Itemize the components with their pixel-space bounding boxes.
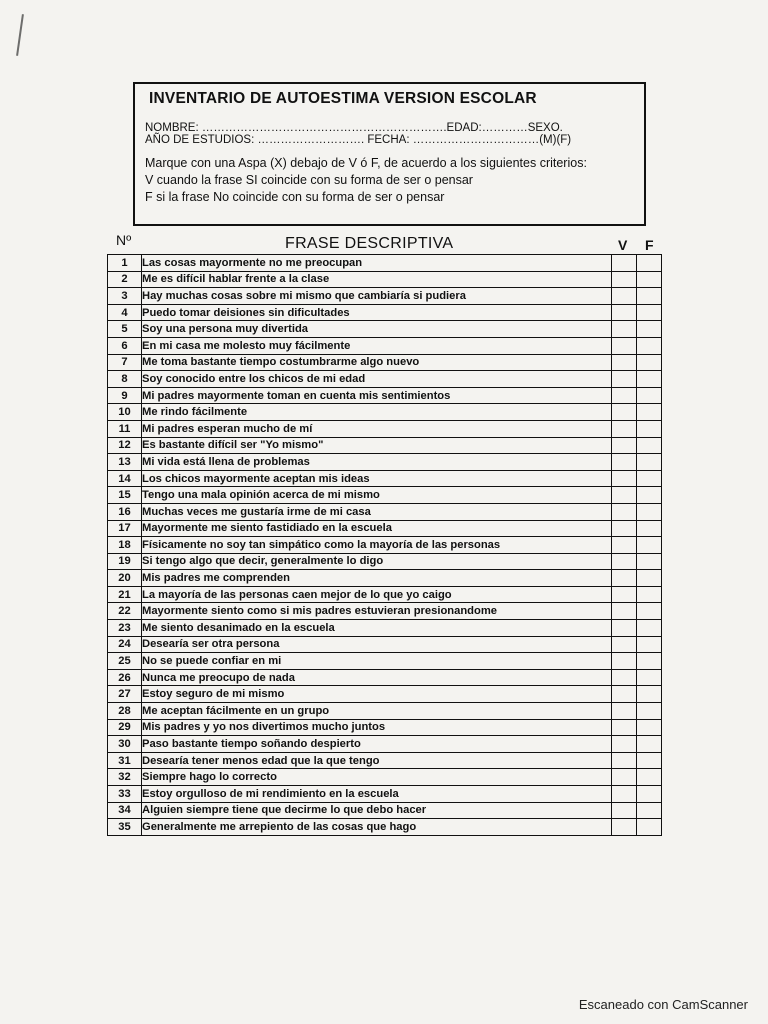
row-number: 10 (108, 404, 142, 421)
row-phrase: Mi padres esperan mucho de mí (142, 420, 612, 437)
row-number: 2 (108, 271, 142, 288)
row-phrase: Muchas veces me gustaría irme de mi casa (142, 503, 612, 520)
row-phrase: Los chicos mayormente aceptan mis ideas (142, 470, 612, 487)
table-row (108, 470, 662, 487)
row-phrase: No se puede confiar en mi (142, 653, 612, 670)
row-number: 23 (108, 620, 142, 637)
row-phrase: Las cosas mayormente no me preocupan (142, 255, 612, 272)
form-header (133, 82, 646, 226)
row-number: 11 (108, 420, 142, 437)
f-checkbox-cell[interactable] (637, 371, 662, 388)
v-checkbox-cell[interactable] (612, 255, 637, 272)
table-row (108, 752, 662, 769)
row-phrase: Mi vida está llena de problemas (142, 454, 612, 471)
table-row (108, 736, 662, 753)
v-checkbox-cell[interactable] (612, 288, 637, 305)
v-checkbox-cell[interactable] (612, 786, 637, 803)
row-phrase: Me es difícil hablar frente a la clase (142, 271, 612, 288)
row-number: 5 (108, 321, 142, 338)
table-row (108, 719, 662, 736)
row-phrase: Tengo una mala opinión acerca de mi mismo (142, 487, 612, 504)
row-phrase: Soy conocido entre los chicos de mi edad (142, 371, 612, 388)
row-phrase: Puedo tomar deisiones sin dificultades (142, 304, 612, 321)
v-checkbox-cell[interactable] (612, 736, 637, 753)
v-checkbox-cell[interactable] (612, 387, 637, 404)
table-row (108, 669, 662, 686)
row-number: 3 (108, 288, 142, 305)
v-checkbox-cell[interactable] (612, 487, 637, 504)
scanner-watermark: Escaneado con CamScanner (578, 997, 748, 1012)
table-row (108, 686, 662, 703)
row-number: 17 (108, 520, 142, 537)
form-title: INVENTARIO DE AUTOESTIMA VERSION ESCOLAR (149, 90, 537, 107)
v-checkbox-cell[interactable] (612, 703, 637, 720)
v-checkbox-cell[interactable] (612, 437, 637, 454)
table-row (108, 586, 662, 603)
row-number: 14 (108, 470, 142, 487)
row-phrase: La mayoría de las personas caen mejor de lo que yo caigo (142, 586, 612, 603)
f-checkbox-cell[interactable] (637, 437, 662, 454)
v-checkbox-cell[interactable] (612, 304, 637, 321)
table-row (108, 454, 662, 471)
table-row (108, 786, 662, 803)
row-number: 32 (108, 769, 142, 786)
v-checkbox-cell[interactable] (612, 503, 637, 520)
table-row (108, 520, 662, 537)
column-f: F (645, 237, 654, 253)
row-number: 9 (108, 387, 142, 404)
f-checkbox-cell[interactable] (637, 255, 662, 272)
v-checkbox-cell[interactable] (612, 271, 637, 288)
row-number: 13 (108, 454, 142, 471)
name-age-sex-line: NOMBRE: ……………………………………………………….EDAD:…………SEXO. (145, 122, 563, 134)
column-v: V (618, 237, 628, 253)
table-row (108, 420, 662, 437)
v-checkbox-cell[interactable] (612, 819, 637, 836)
row-number: 16 (108, 503, 142, 520)
f-checkbox-cell[interactable] (637, 653, 662, 670)
row-phrase: Si tengo algo que decir, generalmente lo digo (142, 553, 612, 570)
f-checkbox-cell[interactable] (637, 769, 662, 786)
table-row (108, 703, 662, 720)
row-number: 28 (108, 703, 142, 720)
row-phrase: Mi padres mayormente toman en cuenta mis sentimientos (142, 387, 612, 404)
table-row (108, 570, 662, 587)
table-row (108, 819, 662, 836)
f-checkbox-cell[interactable] (637, 802, 662, 819)
f-checkbox-cell[interactable] (637, 553, 662, 570)
v-checkbox-cell[interactable] (612, 802, 637, 819)
f-checkbox-cell[interactable] (637, 620, 662, 637)
instructions (145, 155, 636, 206)
table-row (108, 620, 662, 637)
v-checkbox-cell[interactable] (612, 719, 637, 736)
row-number: 18 (108, 537, 142, 554)
row-number: 21 (108, 586, 142, 603)
table-row (108, 769, 662, 786)
criterion-f: F si la frase No coincide con su forma de ser o pensar (145, 190, 445, 204)
v-checkbox-cell[interactable] (612, 470, 637, 487)
table-row (108, 371, 662, 388)
row-number: 33 (108, 786, 142, 803)
f-checkbox-cell[interactable] (637, 570, 662, 587)
row-phrase: Siempre hago lo correcto (142, 769, 612, 786)
row-phrase: Alguien siempre tiene que decirme lo que debo hacer (142, 802, 612, 819)
inventory-table (107, 254, 662, 836)
f-checkbox-cell[interactable] (637, 470, 662, 487)
row-number: 20 (108, 570, 142, 587)
row-number: 31 (108, 752, 142, 769)
table-row (108, 603, 662, 620)
row-phrase: Me toma bastante tiempo costumbrarme algo nuevo (142, 354, 612, 371)
v-checkbox-cell[interactable] (612, 553, 637, 570)
f-checkbox-cell[interactable] (637, 703, 662, 720)
f-checkbox-cell[interactable] (637, 752, 662, 769)
f-checkbox-cell[interactable] (637, 337, 662, 354)
v-checkbox-cell[interactable] (612, 620, 637, 637)
table-row (108, 387, 662, 404)
row-phrase: Desearía tener menos edad que la que tengo (142, 752, 612, 769)
table-row (108, 304, 662, 321)
f-checkbox-cell[interactable] (637, 819, 662, 836)
row-phrase: Es bastante difícil ser "Yo mismo" (142, 437, 612, 454)
f-checkbox-cell[interactable] (637, 586, 662, 603)
f-checkbox-cell[interactable] (637, 537, 662, 554)
f-checkbox-cell[interactable] (637, 669, 662, 686)
v-checkbox-cell[interactable] (612, 337, 637, 354)
row-phrase: Desearía ser otra persona (142, 636, 612, 653)
table-row (108, 337, 662, 354)
row-number: 34 (108, 802, 142, 819)
row-number: 12 (108, 437, 142, 454)
table-row (108, 802, 662, 819)
f-checkbox-cell[interactable] (637, 420, 662, 437)
row-phrase: Hay muchas cosas sobre mi mismo que cambiaría si pudiera (142, 288, 612, 305)
row-phrase: Mayormente me siento fastidiado en la escuela (142, 520, 612, 537)
row-number: 19 (108, 553, 142, 570)
row-phrase: Soy una persona muy divertida (142, 321, 612, 338)
table-row (108, 354, 662, 371)
f-checkbox-cell[interactable] (637, 786, 662, 803)
row-number: 35 (108, 819, 142, 836)
f-checkbox-cell[interactable] (637, 520, 662, 537)
row-phrase: Físicamente no soy tan simpático como la mayoría de las personas (142, 537, 612, 554)
row-phrase: Estoy seguro de mi mismo (142, 686, 612, 703)
row-phrase: Mis padres y yo nos divertimos mucho juntos (142, 719, 612, 736)
v-checkbox-cell[interactable] (612, 653, 637, 670)
v-checkbox-cell[interactable] (612, 636, 637, 653)
v-checkbox-cell[interactable] (612, 686, 637, 703)
v-checkbox-cell[interactable] (612, 603, 637, 620)
row-number: 30 (108, 736, 142, 753)
f-checkbox-cell[interactable] (637, 321, 662, 338)
row-number: 25 (108, 653, 142, 670)
column-frase: FRASE DESCRIPTIVA (285, 235, 454, 252)
v-checkbox-cell[interactable] (612, 537, 637, 554)
v-checkbox-cell[interactable] (612, 354, 637, 371)
table-row (108, 321, 662, 338)
row-number: 15 (108, 487, 142, 504)
v-checkbox-cell[interactable] (612, 570, 637, 587)
table-row (108, 653, 662, 670)
f-checkbox-cell[interactable] (637, 503, 662, 520)
f-checkbox-cell[interactable] (637, 454, 662, 471)
v-checkbox-cell[interactable] (612, 669, 637, 686)
row-number: 7 (108, 354, 142, 371)
v-checkbox-cell[interactable] (612, 520, 637, 537)
f-checkbox-cell[interactable] (637, 736, 662, 753)
row-phrase: Me rindo fácilmente (142, 404, 612, 421)
row-number: 26 (108, 669, 142, 686)
table-row (108, 288, 662, 305)
row-phrase: Nunca me preocupo de nada (142, 669, 612, 686)
table-row (108, 537, 662, 554)
pen-mark (16, 14, 24, 56)
f-checkbox-cell[interactable] (637, 487, 662, 504)
v-checkbox-cell[interactable] (612, 752, 637, 769)
v-checkbox-cell[interactable] (612, 371, 637, 388)
f-checkbox-cell[interactable] (637, 719, 662, 736)
f-checkbox-cell[interactable] (637, 603, 662, 620)
criterion-v: V cuando la frase SI coincide con su forma de ser o pensar (145, 173, 473, 187)
table-row (108, 255, 662, 272)
f-checkbox-cell[interactable] (637, 271, 662, 288)
f-checkbox-cell[interactable] (637, 636, 662, 653)
v-checkbox-cell[interactable] (612, 321, 637, 338)
row-number: 1 (108, 255, 142, 272)
f-checkbox-cell[interactable] (637, 387, 662, 404)
table-row (108, 437, 662, 454)
row-number: 4 (108, 304, 142, 321)
table-row (108, 636, 662, 653)
v-checkbox-cell[interactable] (612, 454, 637, 471)
row-phrase: Estoy orgulloso de mi rendimiento en la escuela (142, 786, 612, 803)
row-number: 24 (108, 636, 142, 653)
column-number: Nº (116, 232, 132, 248)
row-number: 8 (108, 371, 142, 388)
row-number: 22 (108, 603, 142, 620)
row-phrase: Paso bastante tiempo soñando despierto (142, 736, 612, 753)
year-date-line: AÑO DE ESTUDIOS: ………………………. FECHA: ……………………………(M)(F) (145, 134, 572, 146)
f-checkbox-cell[interactable] (637, 354, 662, 371)
row-number: 27 (108, 686, 142, 703)
row-number: 6 (108, 337, 142, 354)
v-checkbox-cell[interactable] (612, 769, 637, 786)
row-phrase: Generalmente me arrepiento de las cosas que hago (142, 819, 612, 836)
table-row (108, 271, 662, 288)
row-phrase: Me aceptan fácilmente en un grupo (142, 703, 612, 720)
table-row (108, 503, 662, 520)
f-checkbox-cell[interactable] (637, 304, 662, 321)
table-row (108, 487, 662, 504)
row-number: 29 (108, 719, 142, 736)
table-row (108, 553, 662, 570)
instruction-text: Marque con una Aspa (X) debajo de V ó F, de acuerdo a los siguientes criterios: (145, 156, 587, 170)
row-phrase: Me siento desanimado en la escuela (142, 620, 612, 637)
f-checkbox-cell[interactable] (637, 288, 662, 305)
f-checkbox-cell[interactable] (637, 404, 662, 421)
row-phrase: Mayormente siento como si mis padres estuvieran presionandome (142, 603, 612, 620)
f-checkbox-cell[interactable] (637, 686, 662, 703)
row-phrase: Mis padres me comprenden (142, 570, 612, 587)
v-checkbox-cell[interactable] (612, 404, 637, 421)
table-header (107, 232, 667, 256)
row-phrase: En mi casa me molesto muy fácilmente (142, 337, 612, 354)
v-checkbox-cell[interactable] (612, 586, 637, 603)
v-checkbox-cell[interactable] (612, 420, 637, 437)
table-row (108, 404, 662, 421)
